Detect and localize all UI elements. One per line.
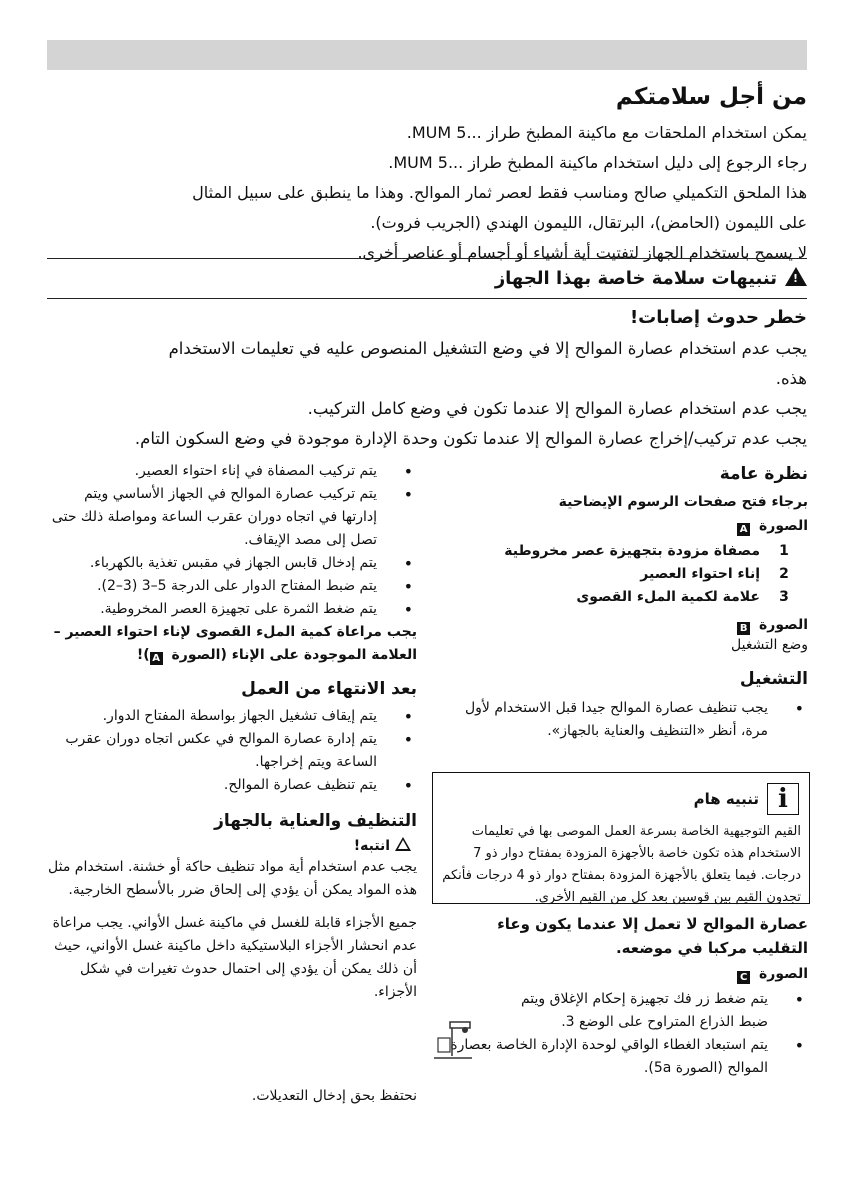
mixer-illustration <box>432 1018 476 1062</box>
figure-b-label: الصورة B <box>440 617 808 635</box>
warning-line: هذه. <box>775 369 807 388</box>
warning-line: يجب عدم استخدام عصارة الموالح إلا عندما تكون في وضع كامل التركيب. <box>307 399 807 418</box>
list-item: • يجب تنظيف عصارة الموالح جيدا قبل الاستخدام لأول مرة، أنظر «التنظيف والعناية بالجهاز». <box>440 697 808 743</box>
danger-title: خطر حدوث إصابات! <box>629 307 807 328</box>
list-item: • يتم ضغط زر فك تجهيزة إحكام الإغلاق ويتم ضبط الذراع المتراوح على الوضع 3. <box>440 988 808 1034</box>
note-title: تنبيه هام <box>693 790 759 808</box>
list-item: • يتم إدارة عصارة الموالح في عكس اتجاه دوران عقرب الساعة ويتم إخراجها. <box>47 728 417 774</box>
safety-text <box>47 118 807 268</box>
operation-title: التشغيل <box>739 669 808 689</box>
list-item: • يتم ضغط الثمرة على تجهيزة العصر المخروطية. <box>47 598 417 621</box>
warning-icon: ! <box>785 267 807 286</box>
list-item: • يتم إدخال قابس الجهاز في مقبس تغذية بالكهرباء. <box>47 552 417 575</box>
footer-note: نحتفظ بحق إدخال التعديلات. <box>251 1088 417 1104</box>
safety-line: لا يسمح باستخدام الجهاز لتفتيت أية أشياء أو أجسام أو عناصر أخرى. <box>357 243 807 262</box>
warning-line: يجب عدم استخدام عصارة الموالح إلا في وضع التشغيل المنصوص عليه في تعليمات الاستخدام <box>168 339 807 358</box>
list-item: 2 إناء احتواء العصير <box>640 566 789 582</box>
caution-heading: انتبه! <box>47 837 417 854</box>
figure-b-text: وضع التشغيل <box>731 637 808 653</box>
overview-subtitle: برجاء فتح صفحات الرسوم الإيضاحية <box>558 494 808 510</box>
capacity-note: يجب مراعاة كمية الملء القصوى لإناء احتواء العصير – العلامة الموجودة على الإناء (الصورة A)! <box>53 624 417 664</box>
juicer-title: عصارة الموالح لا تعمل إلا عندما يكون وعاء التقليب مركبا في موضعه. <box>497 915 808 957</box>
header-bar <box>47 40 807 70</box>
safety-line: رجاء الرجوع إلى دليل استخدام ماكينة المطبخ طراز ...MUM 5. <box>388 153 807 172</box>
figure-c-label: الصورة C <box>440 966 808 984</box>
list-item: • يتم استبعاد الغطاء الواقي لوحدة الإدارة الخاصة بعصارة الموالح (الصورة 5a). <box>440 1034 808 1080</box>
warnings-text <box>47 334 807 454</box>
operation-list <box>440 697 808 743</box>
left-column <box>47 460 417 1004</box>
important-note <box>432 772 810 904</box>
figure-a-label: الصورة A <box>440 518 808 536</box>
safety-line: يمكن استخدام الملحقات مع ماكينة المطبخ طراز ...MUM 5. <box>406 123 807 142</box>
caution-icon <box>395 837 411 851</box>
after-title: بعد الانتهاء من العمل <box>241 679 417 699</box>
list-item: • يتم تنظيف عصارة الموالح. <box>47 774 417 797</box>
safety-line: هذا الملحق التكميلي صالح ومناسب فقط لعصر ثمار الموالح. وهذا ما ينطبق على سبيل المثال <box>192 183 807 202</box>
list-item: • يتم ضبط المفتاح الدوار على الدرجة 5–3 (3–2). <box>47 575 417 598</box>
list-item: 1 مصفاة مزودة بتجهيزة عصر مخروطية <box>504 543 789 559</box>
info-icon: i <box>767 783 799 815</box>
divider <box>47 298 807 299</box>
juicer-section <box>440 912 808 1080</box>
after-list <box>47 705 417 797</box>
steps-list <box>47 460 417 621</box>
warning-line: يجب عدم تركيب/إخراج عصارة الموالح إلا عندما تكون وحدة الإدارة موجودة في وضع السكون التام. <box>134 429 807 448</box>
cleaning-title: التنظيف والعناية بالجهاز <box>214 811 417 831</box>
cleaning-text: يجب عدم استخدام أية مواد تنظيف حاكة أو خشنة. استخدام مثل هذه المواد يمكن أن يؤدي إلى إلحاق ضرر بالأسطح الخارجية. <box>48 859 417 898</box>
note-body: القيم التوجيهية الخاصة بسرعة العمل الموصى بها في تعليمات الاستخدام هذه تكون خاصة بالأجهزة المزودة بمفتاح دوار ذو 7 درجات. فيما يتعلق بالأجهزة المزودة بمفتاح دوار ذو 4 درجات فأنكم تجدون القيم بين قوسين بعد كل من القيم الأخرى. <box>442 824 801 905</box>
list-item: • يتم تركيب عصارة الموالح في الجهاز الأساسي ويتم إدارتها في اتجاه دوران عقرب الساعة ومواصلة ذلك حتى تصل إلى مصد الإيقاف. <box>47 483 417 552</box>
list-item: • يتم تركيب المصفاة في إناء احتواء العصير. <box>47 460 417 483</box>
list-item: • يتم إيقاف تشغيل الجهاز بواسطة المفتاح الدوار. <box>47 705 417 728</box>
overview-list <box>440 540 808 609</box>
overview-title: نظرة عامة <box>719 464 808 484</box>
right-column <box>440 458 808 743</box>
safety-line: على الليمون (الحامض)، البرتقال، الليمون الهندي (الجريب فروت). <box>370 213 807 232</box>
divider <box>47 258 807 259</box>
cleaning-text-2: جميع الأجزاء قابلة للغسل في ماكينة غسل الأواني. يجب مراعاة عدم انحشار الأجزاء البلاستيكية داخل ماكينة غسل الأواني، حيث أن ذلك يمكن أن يؤدي إلى احتمال حدوث تغيرات في شكل الأجزاء. <box>52 915 417 1000</box>
safety-title: من أجل سلامتكم <box>615 84 807 110</box>
list-item: 3 علامة لكمية الملء القصوى <box>576 589 789 605</box>
juicer-list <box>440 988 808 1080</box>
warnings-title: ! تنبيهات سلامة خاصة بهذا الجهاز <box>47 267 807 289</box>
